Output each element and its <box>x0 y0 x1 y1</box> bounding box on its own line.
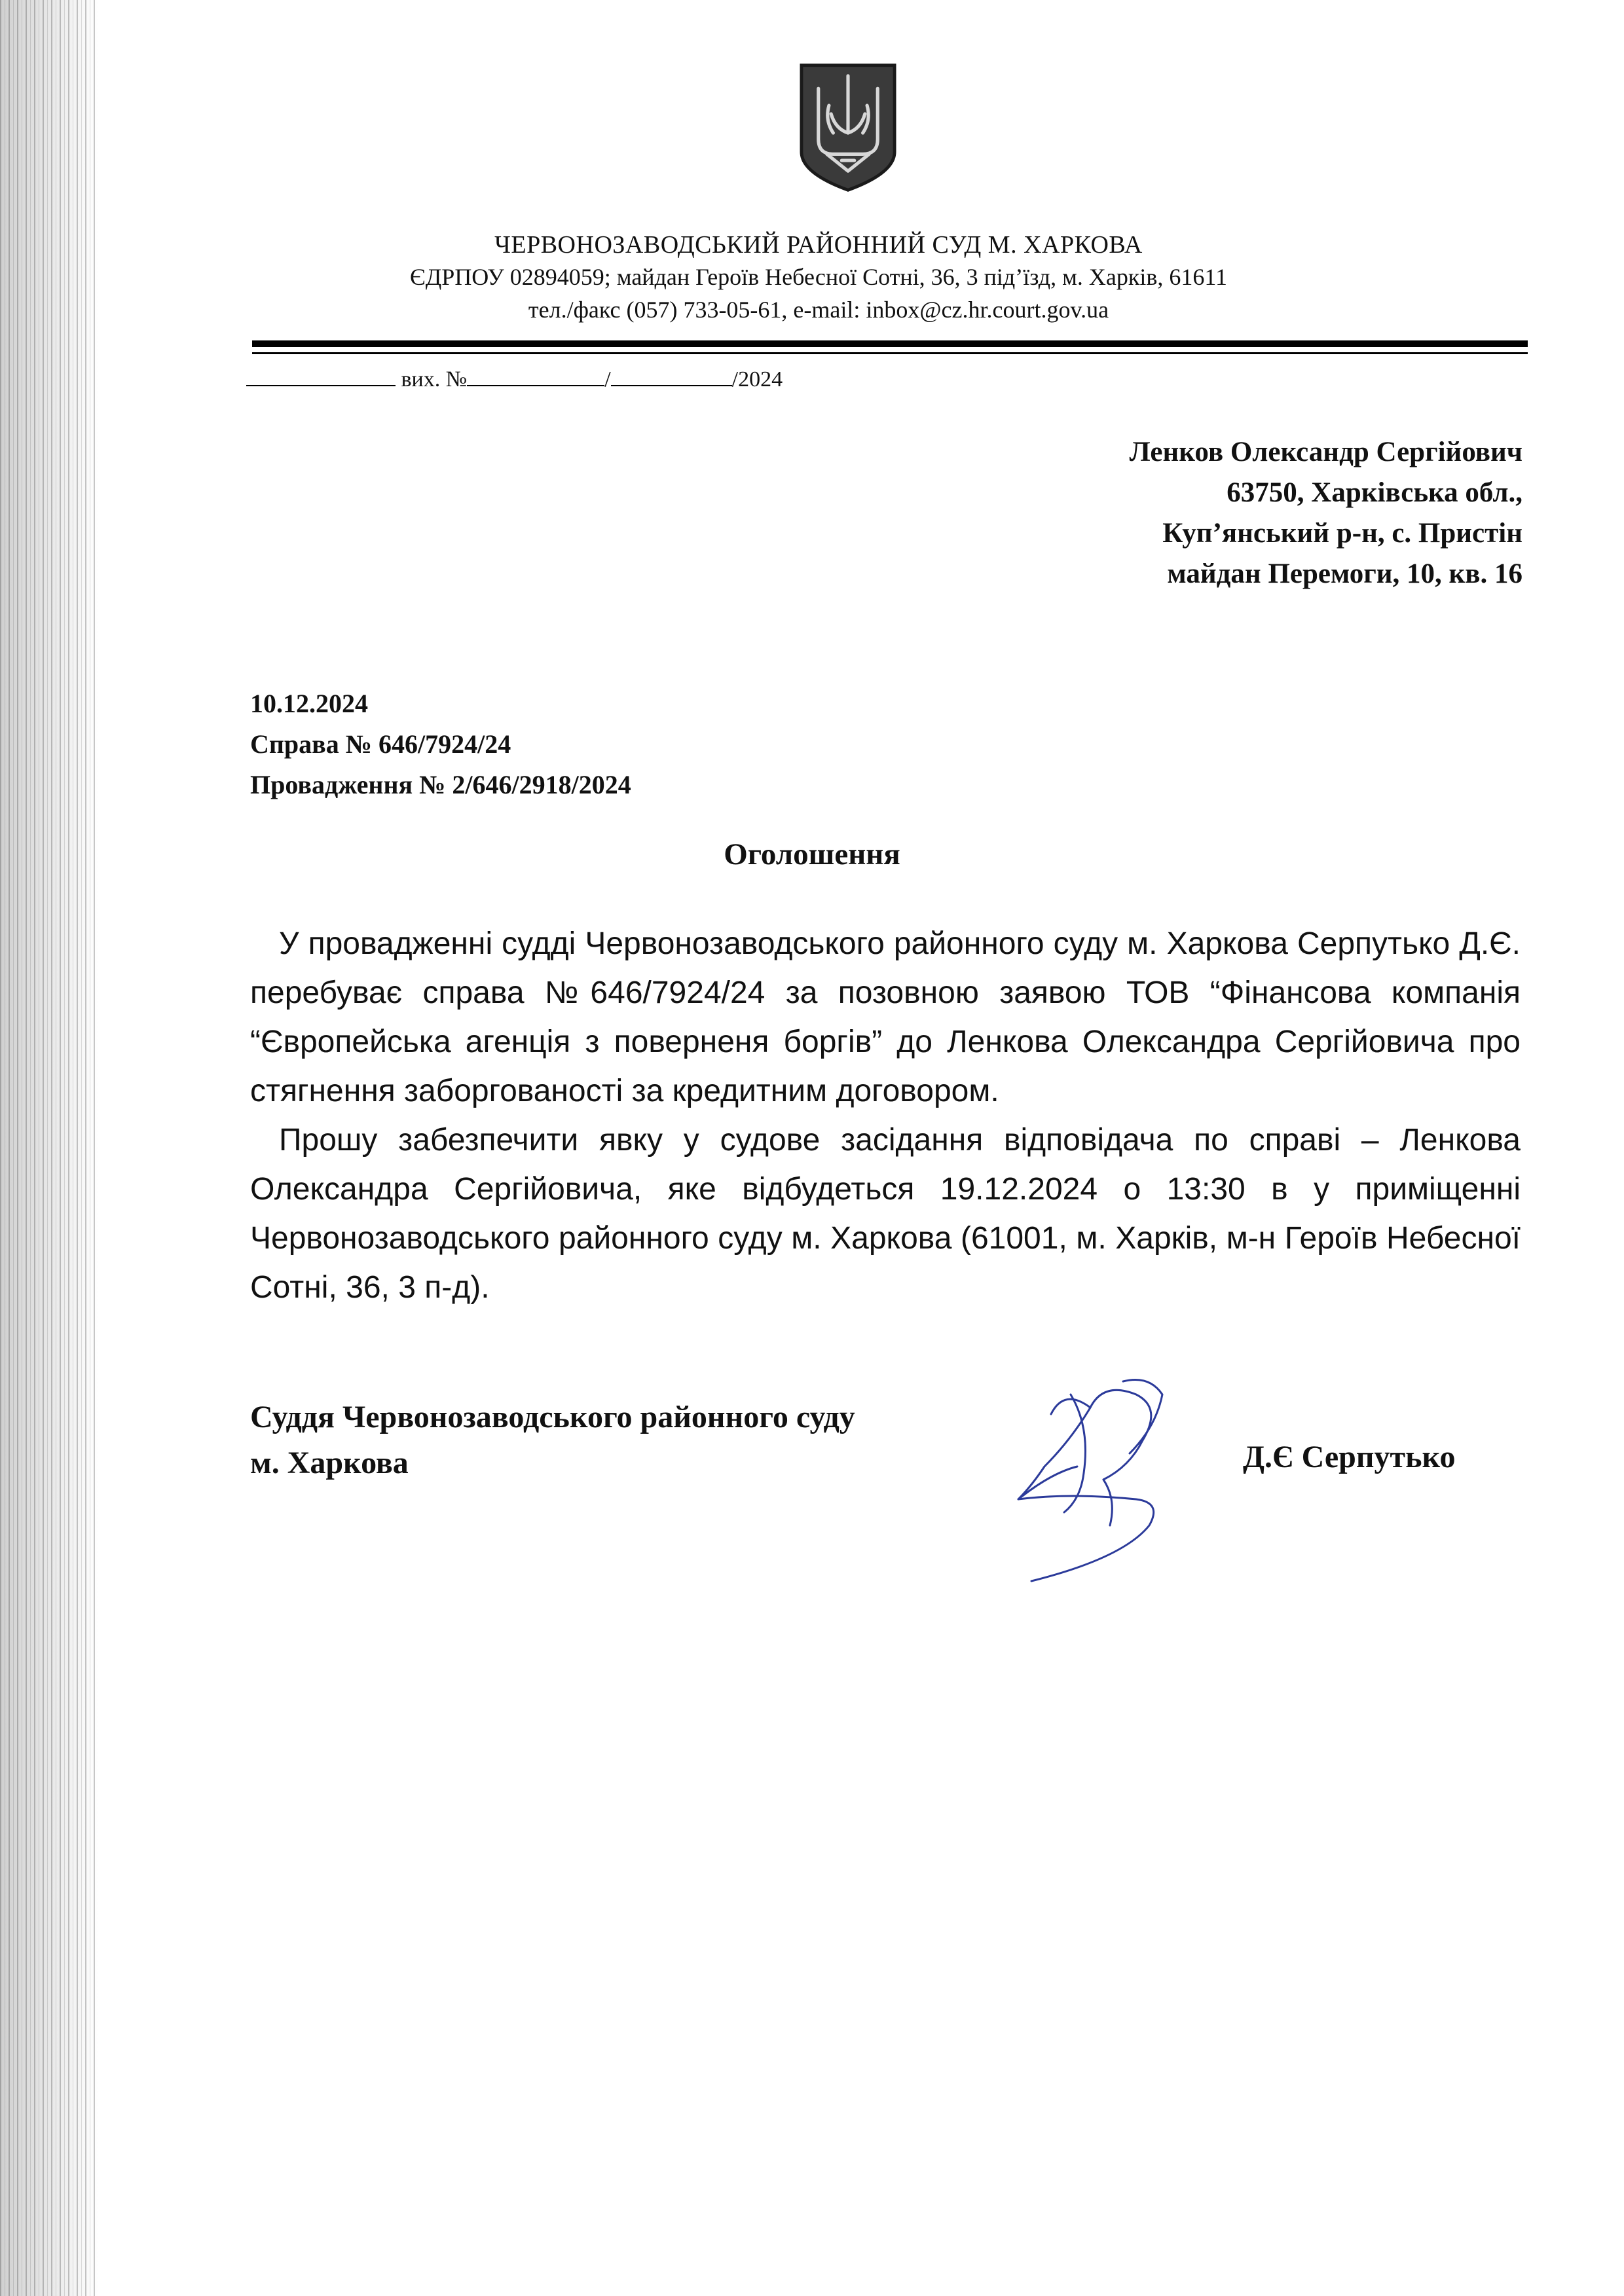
document-date: 10.12.2024 <box>250 689 368 718</box>
outgoing-separator: / <box>604 367 611 392</box>
handwritten-signature <box>992 1368 1202 1584</box>
case-number: Справа № 646/7924/24 <box>250 729 511 759</box>
court-name: ЧЕРВОНОЗАВОДСЬКИЙ РАЙОННИЙ СУД М. ХАРКОВА <box>494 231 1143 259</box>
proceeding-number: Провадження № 2/646/2918/2024 <box>250 770 631 799</box>
outgoing-number-line <box>246 365 783 392</box>
addressee-block <box>1130 432 1522 594</box>
outgoing-year: /2024 <box>731 367 783 392</box>
header-rule-thick <box>252 340 1528 347</box>
document-body <box>250 919 1521 1312</box>
outgoing-label: вих. № <box>401 367 468 392</box>
scan-edge-shadow <box>0 0 98 2296</box>
addressee-address-line: Куп’янський р-н, с. Пристін <box>1162 518 1522 549</box>
coat-of-arms-icon <box>779 59 917 196</box>
document-title: Оголошення <box>724 837 900 871</box>
signer-position <box>250 1394 855 1486</box>
body-paragraph: Прошу забезпечити явку у судове засідання відповідача по справі – Ленкова Олександра Сергійовича, яке відбудеться 19.12.2024 о 13:30 в у приміщенні Червонозаводського районного суду м. Харкова (61001, м. Харків, м-н Героїв Небесної Сотні, 36, 3 п-д). <box>250 1123 1521 1305</box>
outgoing-index-blank <box>611 365 732 386</box>
document-meta <box>250 683 631 805</box>
signer-name: Д.Є Серпутько <box>1243 1440 1456 1474</box>
outgoing-number-blank <box>467 365 604 386</box>
addressee-address-line: майдан Перемоги, 10, кв. 16 <box>1167 558 1522 589</box>
signer-position-line: м. Харкова <box>250 1446 409 1480</box>
body-paragraph: У провадженні судді Червонозаводського районного суду м. Харкова Серпутько Д.Є. перебуває справа №646/7924/24 за позовною заявою ТОВ “Фінансова компанія “Європейська агенція з поверненя боргів” до Ленкова Олександра Сергійовича про стягнення заборгованості за кредитним договором. <box>250 926 1521 1108</box>
outgoing-date-blank <box>246 365 396 386</box>
court-contacts: тел./факс (057) 733-05-61, e-mail: inbox@cz.hr.court.gov.ua <box>528 297 1109 323</box>
addressee-address-line: 63750, Харківська обл., <box>1227 477 1522 508</box>
addressee-name: Ленков Олександр Сергійович <box>1129 437 1522 467</box>
header-rule-thin <box>252 352 1528 354</box>
court-details: ЄДРПОУ 02894059; майдан Героїв Небесної Сотні, 36, 3 під’їзд, м. Харків, 61611 <box>409 264 1228 290</box>
signer-position-line: Суддя Червонозаводського районного суду <box>250 1400 855 1434</box>
